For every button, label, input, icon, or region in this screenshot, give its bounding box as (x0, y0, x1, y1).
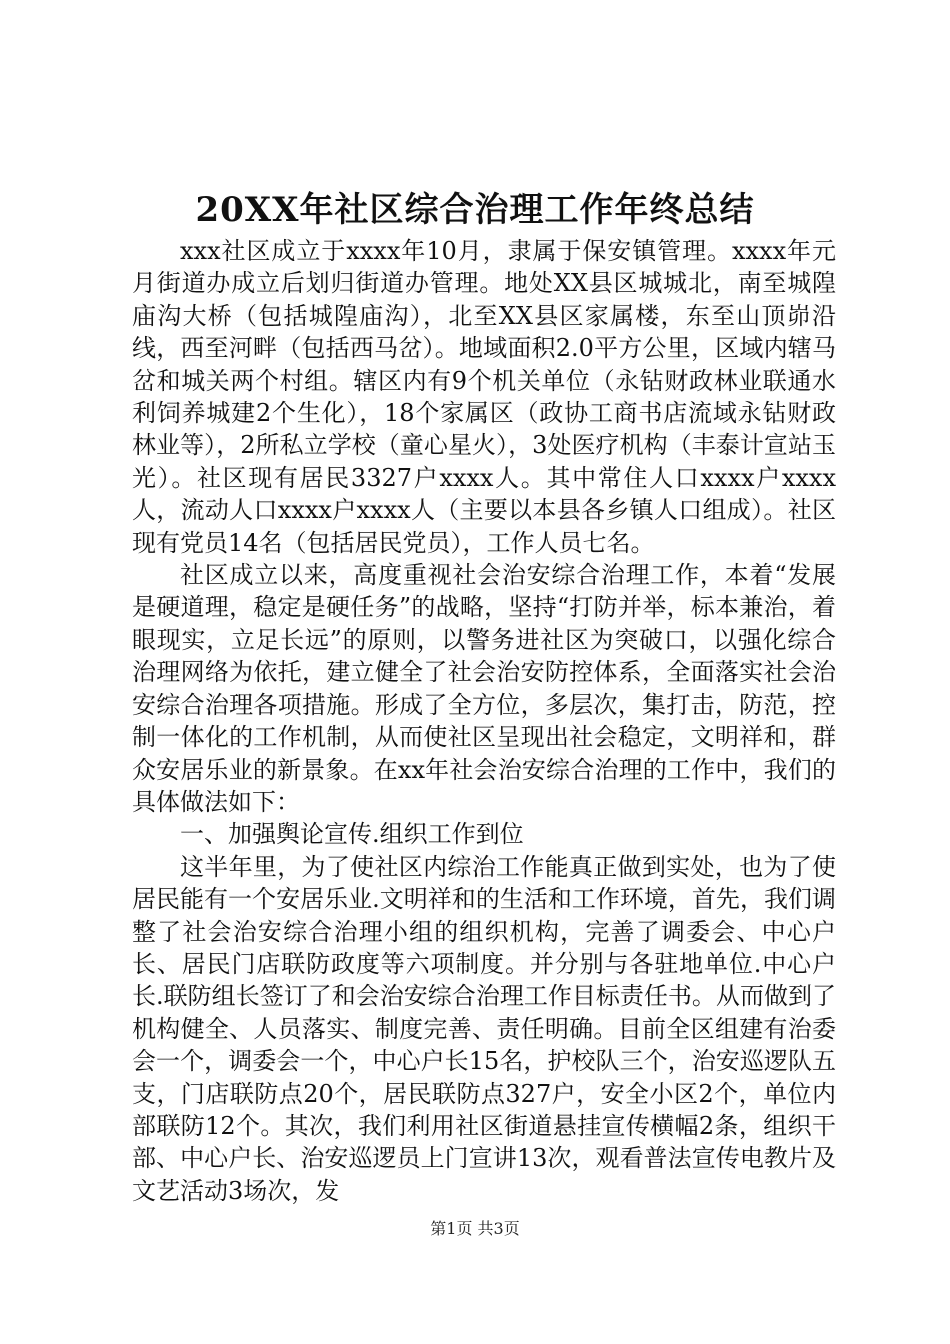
paragraph-intro: xxx社区成立于xxxx年10月，隶属于保安镇管理。xxxx年元月街道办成立后划归街道办管理。地处XX县区城城北，南至城隍庙沟大桥（包括城隍庙沟），北至XX县区家属楼，东至山顶峁沿线，西至河畔（包括西马岔）。地域面积2.0平方公里，区域内辖马岔和城关两个村组。辖区内有9个机关单位（永钻财政林业联通水利饲养城建2个生化），18个家属区（政协工商书店流域永钻财政林业等），2所私立学校（童心星火），3处医疗机构（丰泰计宣站玉光）。社区现有居民3327户xxxx人。其中常住人口xxxx户xxxx人，流动人口xxxx户xxxx人（主要以本县各乡镇人口组成）。社区现有党员14名（包括居民党员），工作人员七名。 (132, 237, 836, 557)
paragraph-section-1: 这半年里，为了使社区内综治工作能真正做到实处，也为了使居民能有一个安居乐业.文明祥和的生活和工作环境，首先，我们调整了社会治安综合治理小组的组织机构，完善了调委会、中心户长、居民门店联防政度等六项制度。并分别与各驻地单位.中心户长.联防组长签订了和会治安综合治理工作目标责任书。从而做到了机构健全、人员落实、制度完善、责任明确。目前全区组建有治委会一个，调委会一个，中心户长15名，护校队三个，治安巡逻队五支，门店联防点20个，居民联防点327户，安全小区2个，单位内部联防12个。其次，我们利用社区街道悬挂宣传横幅2条，组织干部、中心户长、治安巡逻员上门宣讲13次，观看普法宣传电教片及文艺活动3场次，发 (132, 852, 836, 1205)
page-footer: 第1页 共3页 (430, 1219, 520, 1238)
document-body (132, 235, 836, 1207)
section-heading-1: 一、加强舆论宣传.组织工作到位 (180, 820, 524, 849)
document-title: 20XX年社区综合治理工作年终总结 (195, 190, 755, 230)
paragraph-overview: 社区成立以来，高度重视社会治安综合治理工作，本着“发展是硬道理，稳定是硬任务”的战略，坚持“打防并举，标本兼治，着眼现实，立足长远”的原则，以警务进社区为突破口，以强化综合治理网络为依托，建立健全了社会治安防控体系，全面落实社会治安综合治理各项措施。形成了全方位，多层次，集打击，防范，控制一体化的工作机制，从而使社区呈现出社会稳定，文明祥和，群众安居乐业的新景象。在xx年社会治安综合治理的工作中，我们的具体做法如下： (132, 561, 836, 816)
